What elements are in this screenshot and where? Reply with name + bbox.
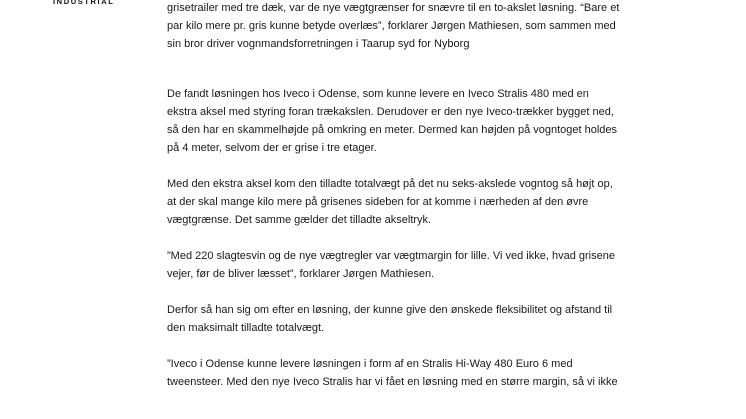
text-line: sin bror driver vognmandsforretningen i Taarup syd for Nyborg	[167, 38, 470, 50]
paragraph-extra-axle	[167, 175, 667, 229]
paragraph-flexibility	[167, 301, 667, 337]
text-line: at der skal mange kilo mere på grisenes sideben for at komme i nærheden af den øvre	[167, 196, 589, 208]
paragraph-trailer-weight	[167, 0, 667, 53]
text-line: tweensteer. Med den nye Iveco Stralis har vi fået en løsning med en større margin, så vi ikke	[167, 376, 618, 388]
brand-label: INDUSTRIAL	[53, 0, 115, 6]
text-line: på 4 meter, selvom der er grise i tre etager.	[167, 142, 377, 154]
text-line: ”Med 220 slagtesvin og de nye vægtregler var vægtmargin for lille. Vi ved ikke, hvad grisene	[167, 250, 615, 262]
text-line: så den har en skammelhøjde på omkring en meter. Dermed kan højden på vogntoget holdes	[167, 124, 618, 136]
text-line: par kilo mere pr. gris kunne betyde overlæs”, forklarer Jørgen Mathiesen, som sammen med	[167, 20, 616, 32]
text-line: Derfor så han sig om efter en løsning, der kunne give den ønskede fleksibilitet og afstand til	[167, 304, 613, 316]
text-line: Med den ekstra aksel kom den tilladte totalvægt på det nu seks-akslede vogntog så højt op,	[167, 178, 613, 190]
article-body	[167, 0, 667, 391]
text-line: grisetrailer med tre dæk, var de nye vægtgrænser for snævre til en to-akslet løsning. “Bare et	[167, 2, 620, 14]
text-line: den maksimalt tilladte totalvægt.	[167, 322, 325, 334]
text-line: De fandt løsningen hos Iveco i Odense, som kunne levere en Iveco Stralis 480 med en	[167, 88, 589, 100]
text-line: vejer, før de bliver læsset”, forklarer Jørgen Mathiesen.	[167, 268, 435, 280]
text-line: vægtgrænse. Det samme gælder det tilladte akseltryk.	[167, 214, 432, 226]
paragraph-iveco-solution	[167, 85, 667, 157]
text-line: ”Iveco i Odense kunne levere løsningen i form af en Stralis Hi-Way 480 Euro 6 med	[167, 358, 573, 370]
paragraph-quote-margin	[167, 247, 667, 283]
paragraph-quote-stralis	[167, 355, 667, 391]
text-line: ekstra aksel med styring foran trækakslen. Derudover er den nye Iveco-trækker bygget ned,	[167, 106, 614, 118]
